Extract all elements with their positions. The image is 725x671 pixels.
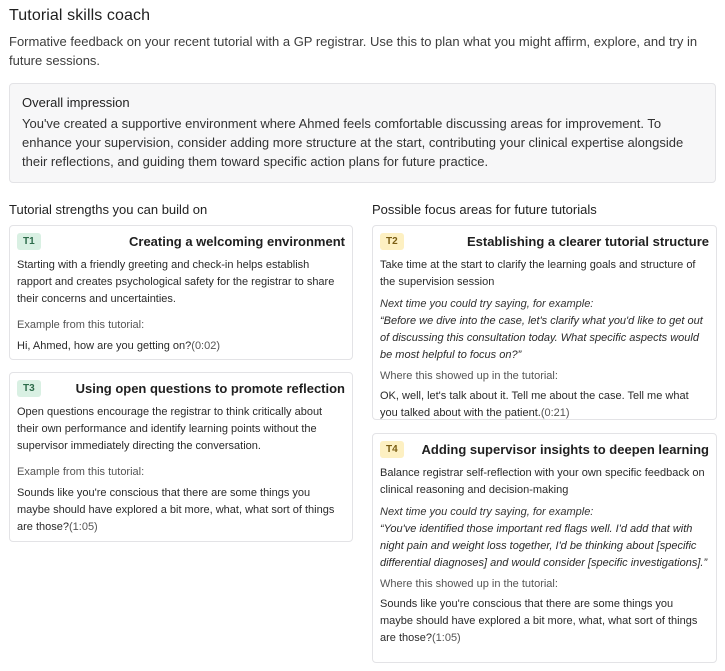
timestamp-link[interactable]: (1:05) xyxy=(431,632,461,644)
showed-up-label: Where this showed up in the tutorial: xyxy=(380,370,558,382)
excerpt-text: OK, well, let's talk about it. Tell me about the case. Tell me what you talked about with the patient. xyxy=(380,390,689,419)
strength-card-t3 xyxy=(9,372,353,542)
example-text: Hi, Ahmed, how are you getting on? xyxy=(17,340,192,352)
card-header xyxy=(380,233,709,251)
tutorial-excerpt xyxy=(380,596,709,647)
page-subtitle: Formative feedback on your recent tutorial with a GP registrar. Use this to plan what you might affirm, explore, and try in future sessions. xyxy=(9,34,698,68)
card-header xyxy=(380,441,709,459)
tag-badge: T3 xyxy=(17,380,41,397)
card-description: Open questions encourage the registrar to think critically about their own performance and identify learning points without the supervisor immediately directing the conversation. xyxy=(17,406,323,452)
page-title: Tutorial skills coach xyxy=(9,7,151,24)
card-description: Starting with a friendly greeting and check-in helps establish rapport and creates psychological safety for the registrar to share their concerns and uncertainties. xyxy=(17,259,335,305)
tag-badge: T2 xyxy=(380,233,404,250)
tag-badge: T1 xyxy=(17,233,41,250)
suggested-phrase: “You've identified those important red flags well. I'd add that with night pain and weight loss together, I'd be thinking about [specific differential diagnoses] and would consider [specific investigations].” xyxy=(380,523,708,569)
try-saying-label: Next time you could try saying, for example: xyxy=(380,298,594,310)
card-title: Creating a welcoming environment xyxy=(129,234,345,249)
card-description: Balance registrar self-reflection with your own specific feedback on clinical reasoning and decision-making xyxy=(380,467,705,496)
overall-impression-panel xyxy=(9,83,716,183)
card-header xyxy=(17,380,345,398)
card-header xyxy=(17,233,345,251)
try-saying-label: Next time you could try saying, for example: xyxy=(380,506,594,518)
showed-up-label: Where this showed up in the tutorial: xyxy=(380,578,558,590)
strengths-heading: Tutorial strengths you can build on xyxy=(9,202,208,217)
strength-card-t1 xyxy=(9,225,353,360)
example-text: Sounds like you're conscious that there are some things you maybe should have explored a bit more, what, what sort of things are those? xyxy=(17,487,335,533)
card-title: Using open questions to promote reflection xyxy=(75,381,345,396)
timestamp-link[interactable]: (1:05) xyxy=(68,521,98,533)
timestamp-link[interactable]: (0:21) xyxy=(540,407,570,419)
focus-card-t2 xyxy=(372,225,717,420)
example-label: Example from this tutorial: xyxy=(17,319,145,331)
timestamp-link[interactable]: (0:02) xyxy=(191,340,221,352)
example-label: Example from this tutorial: xyxy=(17,466,145,478)
card-description: Take time at the start to clarify the learning goals and structure of the supervision session xyxy=(380,259,696,288)
card-title: Establishing a clearer tutorial structure xyxy=(466,234,709,249)
tutorial-excerpt xyxy=(380,388,709,422)
example-quote xyxy=(17,338,345,355)
excerpt-text: Sounds like you're conscious that there are some things you maybe should have explored a bit more, what, what sort of things are those? xyxy=(380,598,698,644)
card-title: Adding supervisor insights to deepen learning xyxy=(421,442,709,457)
focus-card-t4 xyxy=(372,433,717,663)
suggested-phrase: “Before we dive into the case, let's clarify what you'd like to get out of discussing this consultation today. What specific aspects would be most helpful to focus on?” xyxy=(380,315,703,361)
impression-body: You've created a supportive environment where Ahmed feels comfortable discussing areas for improvement. To enhance your supervision, consider adding more structure at the start, contributing your clinical expertise alongside their reflections, and guiding them toward specific action plans for future practice. xyxy=(22,116,684,169)
focus-heading: Possible focus areas for future tutorials xyxy=(372,202,597,217)
example-quote xyxy=(17,485,345,536)
impression-title: Overall impression xyxy=(22,95,130,110)
tag-badge: T4 xyxy=(380,441,404,458)
